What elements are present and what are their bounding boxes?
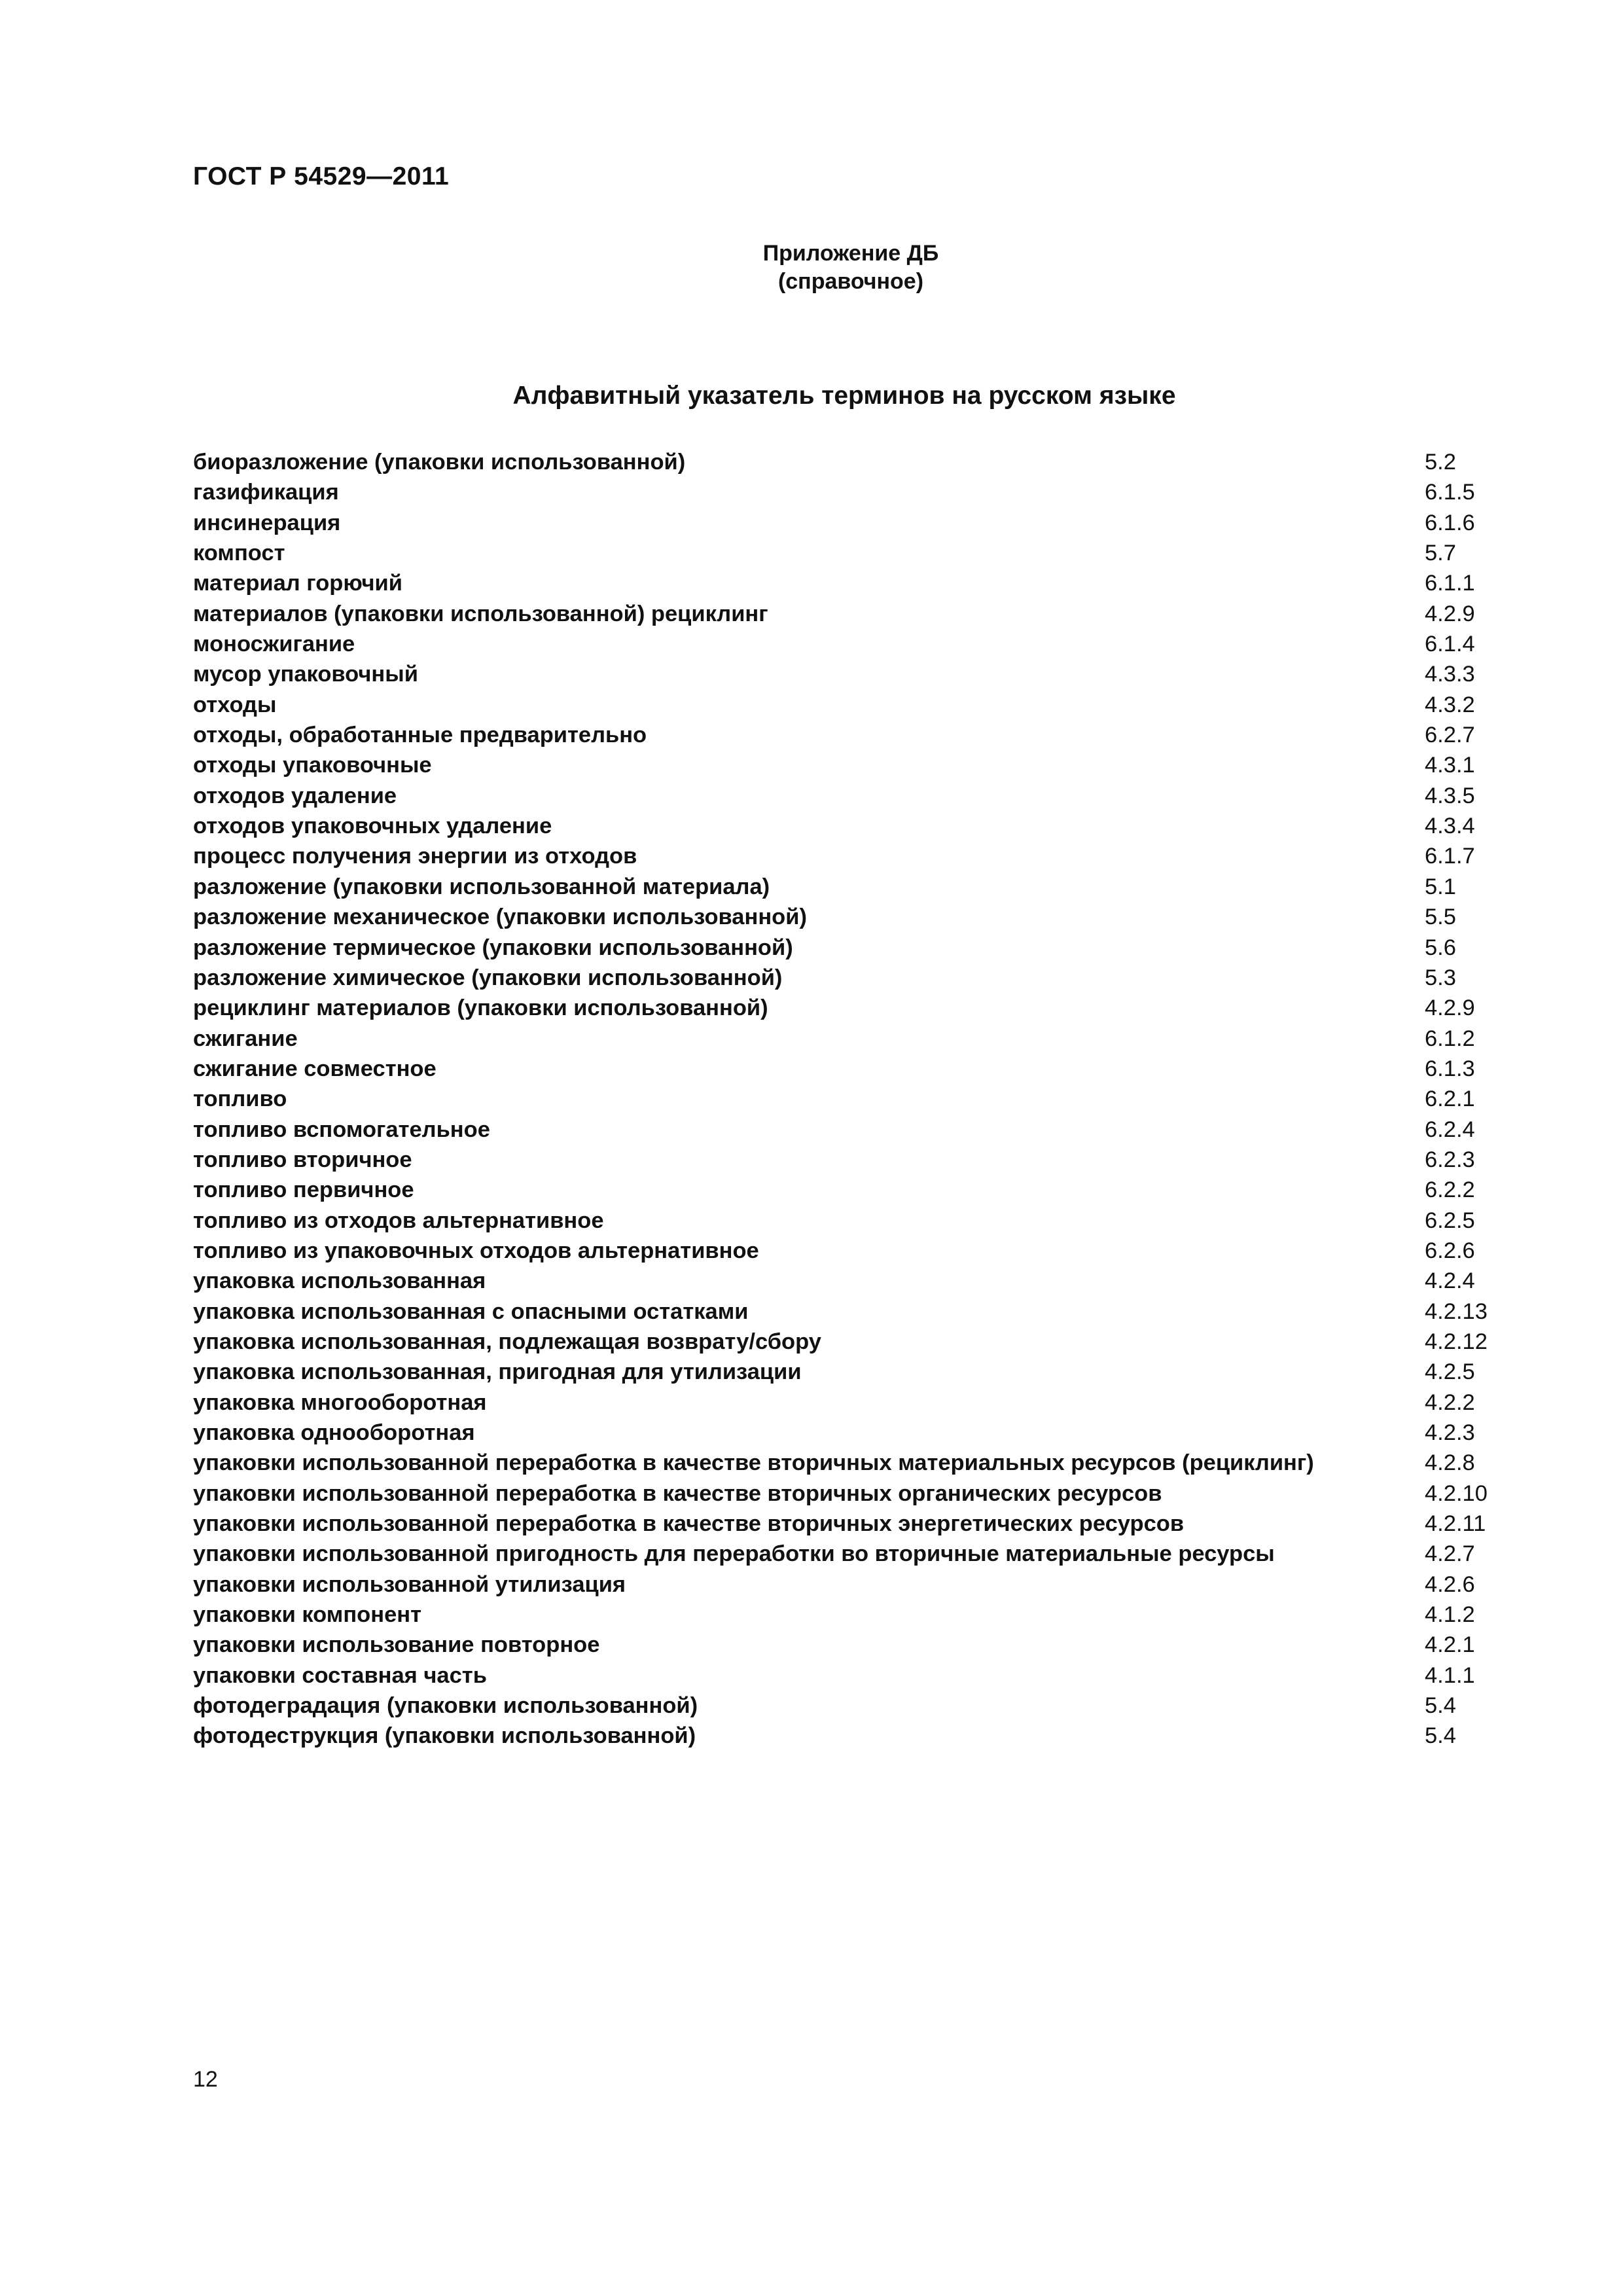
index-section-ref: 6.2.3 [1425, 1147, 1475, 1172]
index-term: моносжигание [193, 632, 355, 657]
index-entry [193, 811, 1515, 841]
index-term: разложение (упаковки использованной материала) [193, 874, 770, 899]
index-term: топливо из отходов альтернативное [193, 1208, 604, 1233]
index-section-ref: 4.3.5 [1425, 783, 1475, 808]
index-entry [193, 447, 1515, 477]
index-term: отходы упаковочные [193, 753, 432, 778]
index-section-ref: 4.3.1 [1425, 753, 1475, 778]
index-section-ref: 5.7 [1425, 541, 1456, 566]
term-index-list [193, 447, 1515, 1751]
index-section-ref: 6.2.7 [1425, 723, 1475, 748]
index-term: инсинерация [193, 510, 341, 535]
appendix-kind: (справочное) [777, 269, 924, 294]
index-section-ref: 6.1.1 [1425, 571, 1475, 596]
index-entry [193, 690, 1515, 720]
index-term: упаковки компонент [193, 1602, 421, 1628]
document-code: ГОСТ Р 54529—2011 [193, 162, 450, 190]
index-term: упаковки использованной утилизация [193, 1571, 626, 1597]
index-term: фотодеградация (упаковки использованной) [193, 1693, 698, 1719]
index-term: разложение термическое (упаковки использованной) [193, 935, 793, 960]
index-section-ref: 5.6 [1425, 935, 1456, 960]
index-term: рециклинг материалов (упаковки использованной) [193, 996, 768, 1021]
index-section-ref: 6.1.7 [1425, 844, 1475, 869]
appendix-title: Приложение ДБ [762, 241, 939, 266]
index-section-ref: 4.2.1 [1425, 1632, 1475, 1658]
index-section-ref: 4.2.13 [1425, 1299, 1488, 1324]
index-entry [193, 1691, 1515, 1721]
index-entry [193, 1479, 1515, 1509]
index-entry [193, 1054, 1515, 1084]
index-term: материал горючий [193, 571, 402, 596]
index-entry [193, 1448, 1515, 1478]
index-entry [193, 1115, 1515, 1145]
index-entry [193, 477, 1515, 507]
index-term: биоразложение (упаковки использованной) [193, 450, 686, 475]
index-entry [193, 841, 1515, 871]
index-term: упаковка использованная, пригодная для утилизации [193, 1359, 802, 1385]
index-entry [193, 720, 1515, 750]
index-section-ref: 6.1.2 [1425, 1026, 1475, 1051]
index-term: упаковка использованная [193, 1268, 486, 1294]
index-entry [193, 1600, 1515, 1630]
index-term: упаковки использованной переработка в качестве вторичных энергетических ресурсов [193, 1511, 1185, 1537]
index-term: разложение химическое (упаковки использованной) [193, 965, 783, 990]
index-section-ref: 4.2.8 [1425, 1450, 1475, 1476]
index-section-ref: 5.5 [1425, 905, 1456, 930]
index-term: сжигание совместное [193, 1056, 437, 1081]
index-section-ref: 6.1.3 [1425, 1056, 1475, 1081]
index-section-ref: 4.2.4 [1425, 1268, 1475, 1294]
index-entry [193, 872, 1515, 902]
index-section-ref: 4.2.10 [1425, 1480, 1488, 1506]
index-term: упаковка однооборотная [193, 1420, 475, 1445]
index-entry [193, 629, 1515, 659]
index-term: упаковки использованной переработка в качестве вторичных материальных ресурсов (рециклинг) [193, 1450, 1314, 1476]
index-entry [193, 568, 1515, 598]
index-term: упаковка использованная, подлежащая возврату/сбору [193, 1329, 821, 1354]
index-entry [193, 1024, 1515, 1054]
index-section-ref: 4.2.11 [1425, 1511, 1486, 1537]
index-section-ref: 4.2.9 [1425, 996, 1475, 1021]
index-term: процесс получения энергии из отходов [193, 844, 637, 869]
index-section-ref: 5.4 [1425, 1693, 1456, 1719]
index-entry [193, 933, 1515, 963]
index-section-ref: 4.1.2 [1425, 1602, 1475, 1628]
index-term: разложение механическое (упаковки использованной) [193, 905, 807, 930]
index-section-ref: 4.2.5 [1425, 1359, 1475, 1385]
index-term: отходы, обработанные предварительно [193, 723, 647, 748]
index-section-ref: 6.1.6 [1425, 510, 1475, 535]
index-term: отходов упаковочных удаление [193, 814, 552, 839]
index-entry [193, 1539, 1515, 1569]
index-term: сжигание [193, 1026, 298, 1051]
index-term: материалов (упаковки использованной) рециклинг [193, 601, 768, 626]
index-section-ref: 6.1.4 [1425, 632, 1475, 657]
index-entry [193, 750, 1515, 780]
index-entry [193, 1145, 1515, 1175]
index-section-ref: 4.3.4 [1425, 814, 1475, 839]
index-entry [193, 1630, 1515, 1660]
index-term: упаковки использование повторное [193, 1632, 600, 1658]
index-entry [193, 1388, 1515, 1418]
index-entry [193, 1236, 1515, 1266]
index-section-ref: 4.2.6 [1425, 1571, 1475, 1597]
index-term: отходов удаление [193, 783, 397, 808]
index-term: газификация [193, 480, 339, 505]
index-entry [193, 993, 1515, 1023]
index-section-ref: 6.2.6 [1425, 1238, 1475, 1263]
index-term: упаковки использованной пригодность для переработки во вторичные материальные ресурсы [193, 1541, 1275, 1567]
index-term: топливо первичное [193, 1177, 414, 1203]
index-section-ref: 6.2.2 [1425, 1177, 1475, 1203]
index-entry [193, 1418, 1515, 1448]
index-entry [193, 1509, 1515, 1539]
index-entry [193, 1570, 1515, 1600]
index-entry [193, 1175, 1515, 1205]
index-term: упаковка многооборотная [193, 1390, 487, 1415]
index-entry [193, 1084, 1515, 1114]
index-section-ref: 4.2.9 [1425, 601, 1475, 626]
index-term: компост [193, 541, 285, 566]
index-term: упаковка использованная с опасными остатками [193, 1299, 749, 1324]
index-section-ref: 4.2.12 [1425, 1329, 1488, 1354]
index-term: топливо [193, 1086, 287, 1112]
index-section-ref: 4.3.2 [1425, 692, 1475, 717]
index-entry [193, 508, 1515, 538]
index-term: отходы [193, 692, 277, 717]
index-section-ref: 4.2.7 [1425, 1541, 1475, 1567]
index-section-ref: 4.3.3 [1425, 662, 1475, 687]
index-entry [193, 1660, 1515, 1691]
index-section-ref: 5.4 [1425, 1723, 1456, 1749]
index-section-ref: 5.1 [1425, 874, 1456, 899]
index-section-ref: 6.2.4 [1425, 1117, 1475, 1142]
index-section-ref: 6.2.5 [1425, 1208, 1475, 1233]
page-number: 12 [193, 2067, 218, 2092]
index-term: топливо вспомогательное [193, 1117, 490, 1142]
index-section-ref: 6.2.1 [1425, 1086, 1475, 1112]
index-entry [193, 1206, 1515, 1236]
index-entry [193, 1721, 1515, 1751]
index-entry [193, 902, 1515, 932]
index-section-ref: 5.2 [1425, 450, 1456, 475]
index-entry [193, 1297, 1515, 1327]
index-entry [193, 963, 1515, 993]
index-term: топливо из упаковочных отходов альтернативное [193, 1238, 759, 1263]
index-section-ref: 4.2.3 [1425, 1420, 1475, 1445]
index-section-ref: 5.3 [1425, 965, 1456, 990]
index-term: фотодеструкция (упаковки использованной) [193, 1723, 696, 1749]
index-entry [193, 1327, 1515, 1357]
index-term: упаковки составная часть [193, 1662, 487, 1688]
index-term: мусор упаковочный [193, 662, 418, 687]
index-entry [193, 1357, 1515, 1387]
index-section-ref: 4.1.1 [1425, 1662, 1475, 1688]
index-entry [193, 781, 1515, 811]
index-entry [193, 659, 1515, 689]
index-entry [193, 538, 1515, 568]
index-entry [193, 1266, 1515, 1296]
index-entry [193, 599, 1515, 629]
index-section-ref: 4.2.2 [1425, 1390, 1475, 1415]
index-heading: Алфавитный указатель терминов на русском языке [512, 382, 1176, 410]
index-term: топливо вторичное [193, 1147, 412, 1172]
index-term: упаковки использованной переработка в качестве вторичных органических ресурсов [193, 1480, 1162, 1506]
index-section-ref: 6.1.5 [1425, 480, 1475, 505]
